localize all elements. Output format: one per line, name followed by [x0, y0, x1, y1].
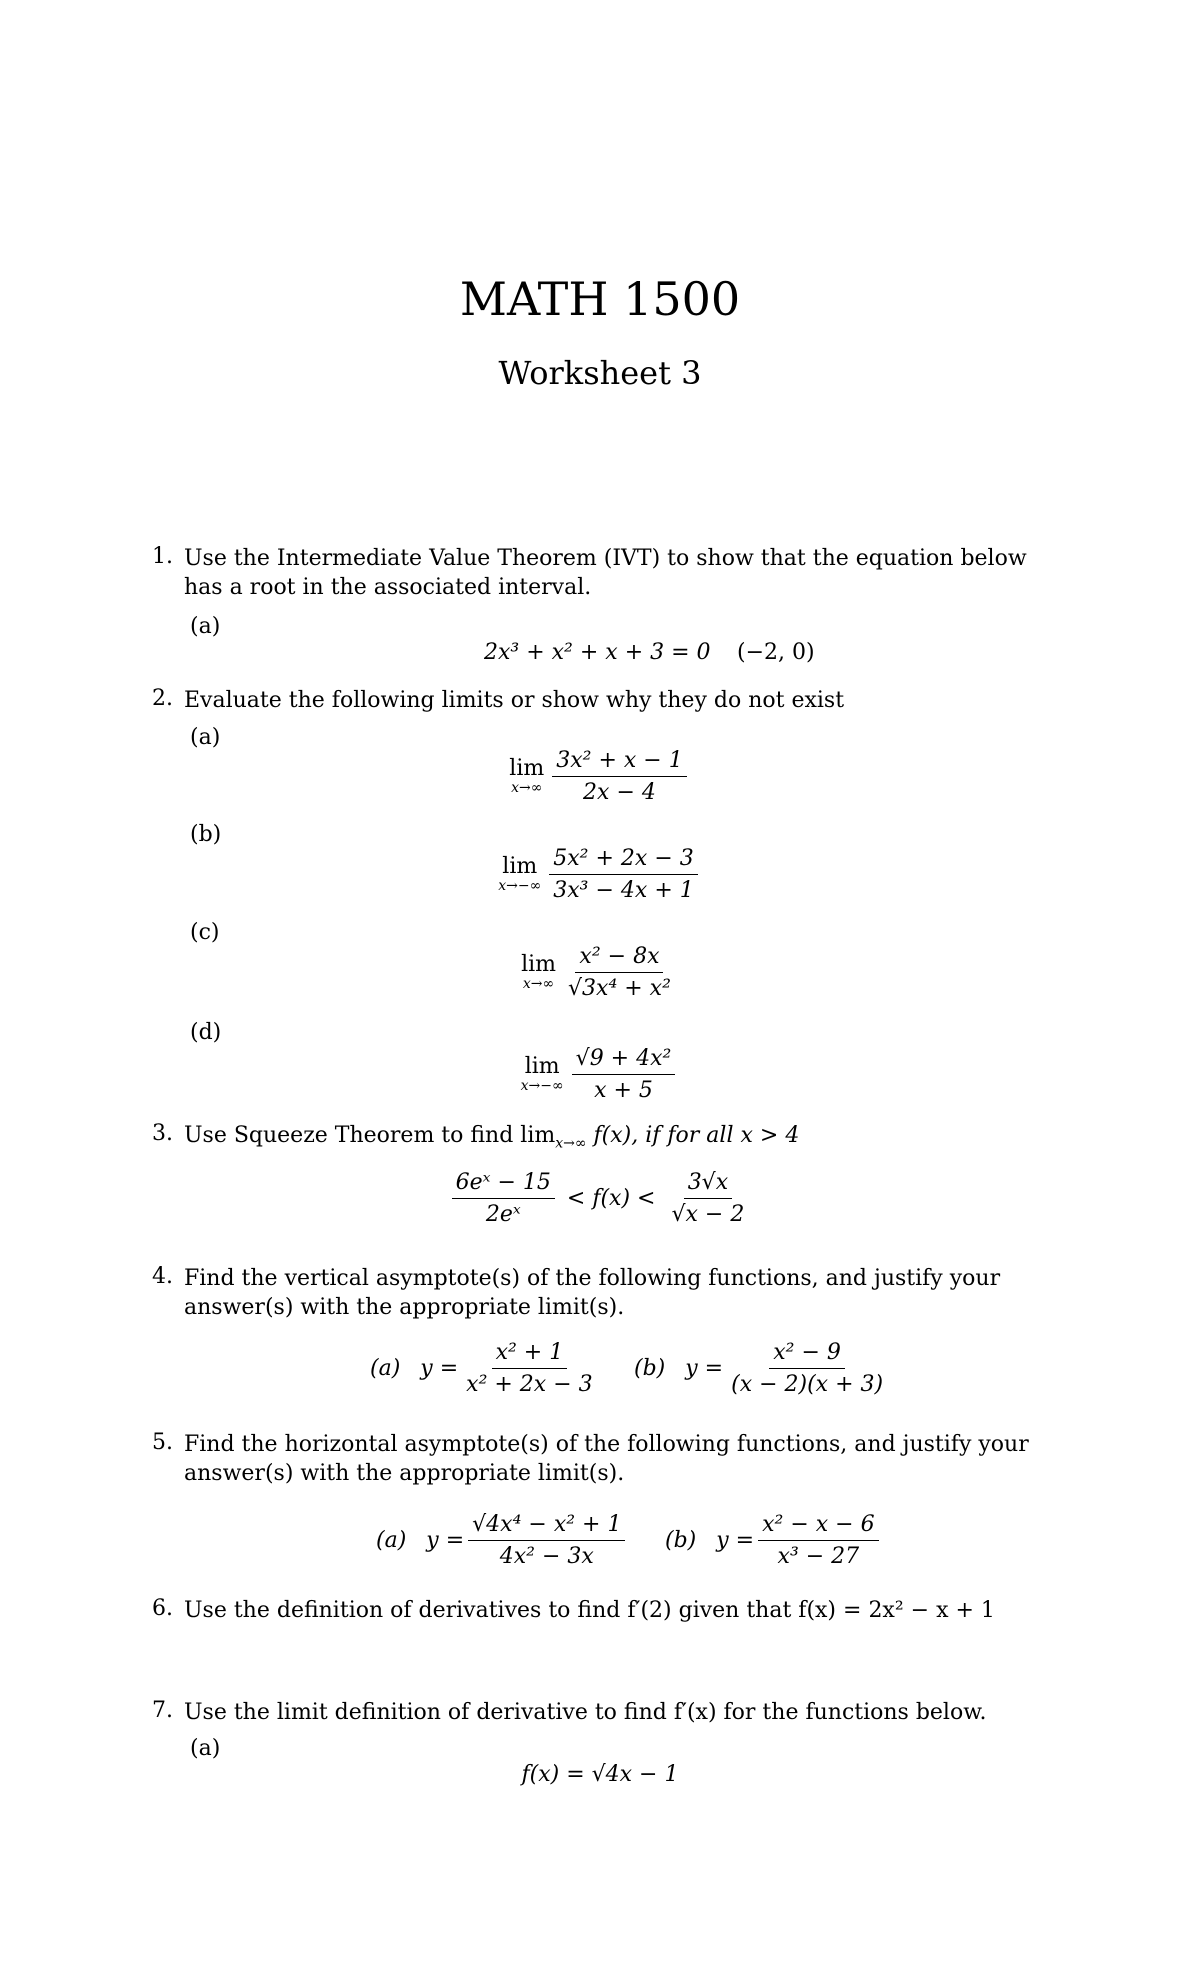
q2-text: Evaluate the following limits or show why they do not exist [184, 688, 845, 713]
q2-d-label: (d) [190, 1020, 222, 1045]
q3-middle: < f(x) < [566, 1186, 656, 1211]
q3-left-numerator: 6eˣ − 15 [452, 1170, 555, 1199]
q7-a-label: (a) [190, 1736, 221, 1761]
q5-text: Find the horizontal asymptote(s) of the following functions, and justify your answer(s) with the appropriate limit(s). [184, 1432, 1029, 1486]
q2-a-denominator: 2x − 4 [583, 780, 656, 805]
q1-a-equation: 2x³ + x² + x + 3 = 0 [484, 640, 711, 665]
q5-b-y: y = [716, 1528, 755, 1553]
q1-a-interval: (−2, 0) [737, 640, 815, 665]
q2-b-numerator: 5x² + 2x − 3 [549, 846, 697, 875]
q7-number: 7. [152, 1698, 173, 1723]
q4-a-denominator: x² + 2x − 3 [466, 1372, 593, 1397]
q3-number: 3. [152, 1121, 173, 1146]
q3-inequality [0, 1170, 1200, 1227]
page-subtitle: Worksheet 3 [498, 354, 702, 392]
q5-b-numerator: x² − x − 6 [758, 1512, 878, 1541]
q3-left-fraction [452, 1170, 555, 1227]
q5-number: 5. [152, 1430, 173, 1455]
q4-number: 4. [152, 1264, 173, 1289]
q6-number: 6. [152, 1596, 173, 1621]
q2-d-denominator: x + 5 [594, 1078, 653, 1103]
q4-a-label: (a) [370, 1356, 401, 1381]
q3-right-fraction [667, 1170, 748, 1227]
q5-a-y: y = [426, 1528, 465, 1553]
q5-b-label: (b) [665, 1528, 697, 1553]
q4-a-expression [370, 1340, 601, 1397]
q1-number: 1. [152, 544, 173, 569]
q2-a-expression [0, 748, 1200, 805]
q5-a-expression [376, 1512, 629, 1569]
q3-text-line [184, 1121, 1084, 1158]
q5-a-fraction [468, 1512, 625, 1569]
q2-b-lim: lim x→−∞ [498, 853, 542, 894]
q7-text: Use the limit definition of derivative to find f′(x) for the functions below. [184, 1700, 987, 1725]
q2-b-fraction [549, 846, 697, 903]
q2-b-expression [0, 846, 1200, 903]
q1-text: Use the Intermediate Value Theorem (IVT) to show that the equation below has a root in the associated interval. [184, 546, 1027, 600]
q2-c-label: (c) [190, 920, 220, 945]
q7-a-equation: f(x) = √4x − 1 [521, 1762, 679, 1787]
q4-text: Find the vertical asymptote(s) of the following functions, and justify your answer(s) with the appropriate limit(s). [184, 1266, 1001, 1320]
q2-c-denominator: √3x⁴ + x² [568, 976, 671, 1001]
q4-b-y: y = [685, 1356, 724, 1381]
q4-b-denominator: (x − 2)(x + 3) [731, 1372, 884, 1397]
q4-a-fraction [462, 1340, 596, 1397]
q4-b-label: (b) [634, 1356, 666, 1381]
q4-b-fraction [727, 1340, 887, 1397]
q1-a-label: (a) [190, 614, 221, 639]
q2-b-denominator: 3x³ − 4x + 1 [553, 878, 694, 903]
q5-b-expression [665, 1512, 883, 1569]
q2-b-label: (b) [190, 822, 222, 847]
q2-d-expression [0, 1046, 1200, 1103]
q2-a-fraction [552, 748, 686, 805]
q2-number: 2. [152, 686, 173, 711]
q2-d-lim: lim x→−∞ [520, 1053, 564, 1094]
q2-c-expression [0, 944, 1200, 1001]
q2-c-numerator: x² − 8x [575, 944, 663, 973]
q2-a-label: (a) [190, 725, 221, 750]
q5-a-denominator: 4x² − 3x [499, 1544, 594, 1569]
q3-text-rest: f(x), if for all x > 4 [586, 1123, 800, 1148]
q5-a-numerator: √4x⁴ − x² + 1 [468, 1512, 625, 1541]
q6-text: Use the definition of derivatives to find f′(2) given that f(x) = 2x² − x + 1 [184, 1598, 995, 1623]
q2-a-lim: lim x→∞ [509, 755, 545, 796]
q2-c-lim: lim x→∞ [521, 951, 557, 992]
q2-a-numerator: 3x² + x − 1 [552, 748, 686, 777]
q5-b-denominator: x³ − 27 [777, 1544, 860, 1569]
q3-right-numerator: 3√x [684, 1170, 732, 1199]
q4-b-expression [634, 1340, 891, 1397]
q2-d-numerator: √9 + 4x² [572, 1046, 676, 1075]
q5-a-label: (a) [376, 1528, 407, 1553]
q2-c-fraction [564, 944, 675, 1001]
q5-b-fraction [758, 1512, 878, 1569]
q3-right-denominator: √x − 2 [671, 1202, 745, 1227]
q4-b-numerator: x² − 9 [769, 1340, 845, 1369]
q4-a-y: y = [420, 1356, 459, 1381]
q2-d-fraction [572, 1046, 676, 1103]
page-title: MATH 1500 [459, 272, 741, 326]
q3-left-denominator: 2eˣ [485, 1202, 521, 1227]
q3-text: Use Squeeze Theorem to find lim [184, 1123, 556, 1148]
q3-text-sub: x→∞ [555, 1135, 587, 1152]
q4-a-numerator: x² + 1 [492, 1340, 568, 1369]
